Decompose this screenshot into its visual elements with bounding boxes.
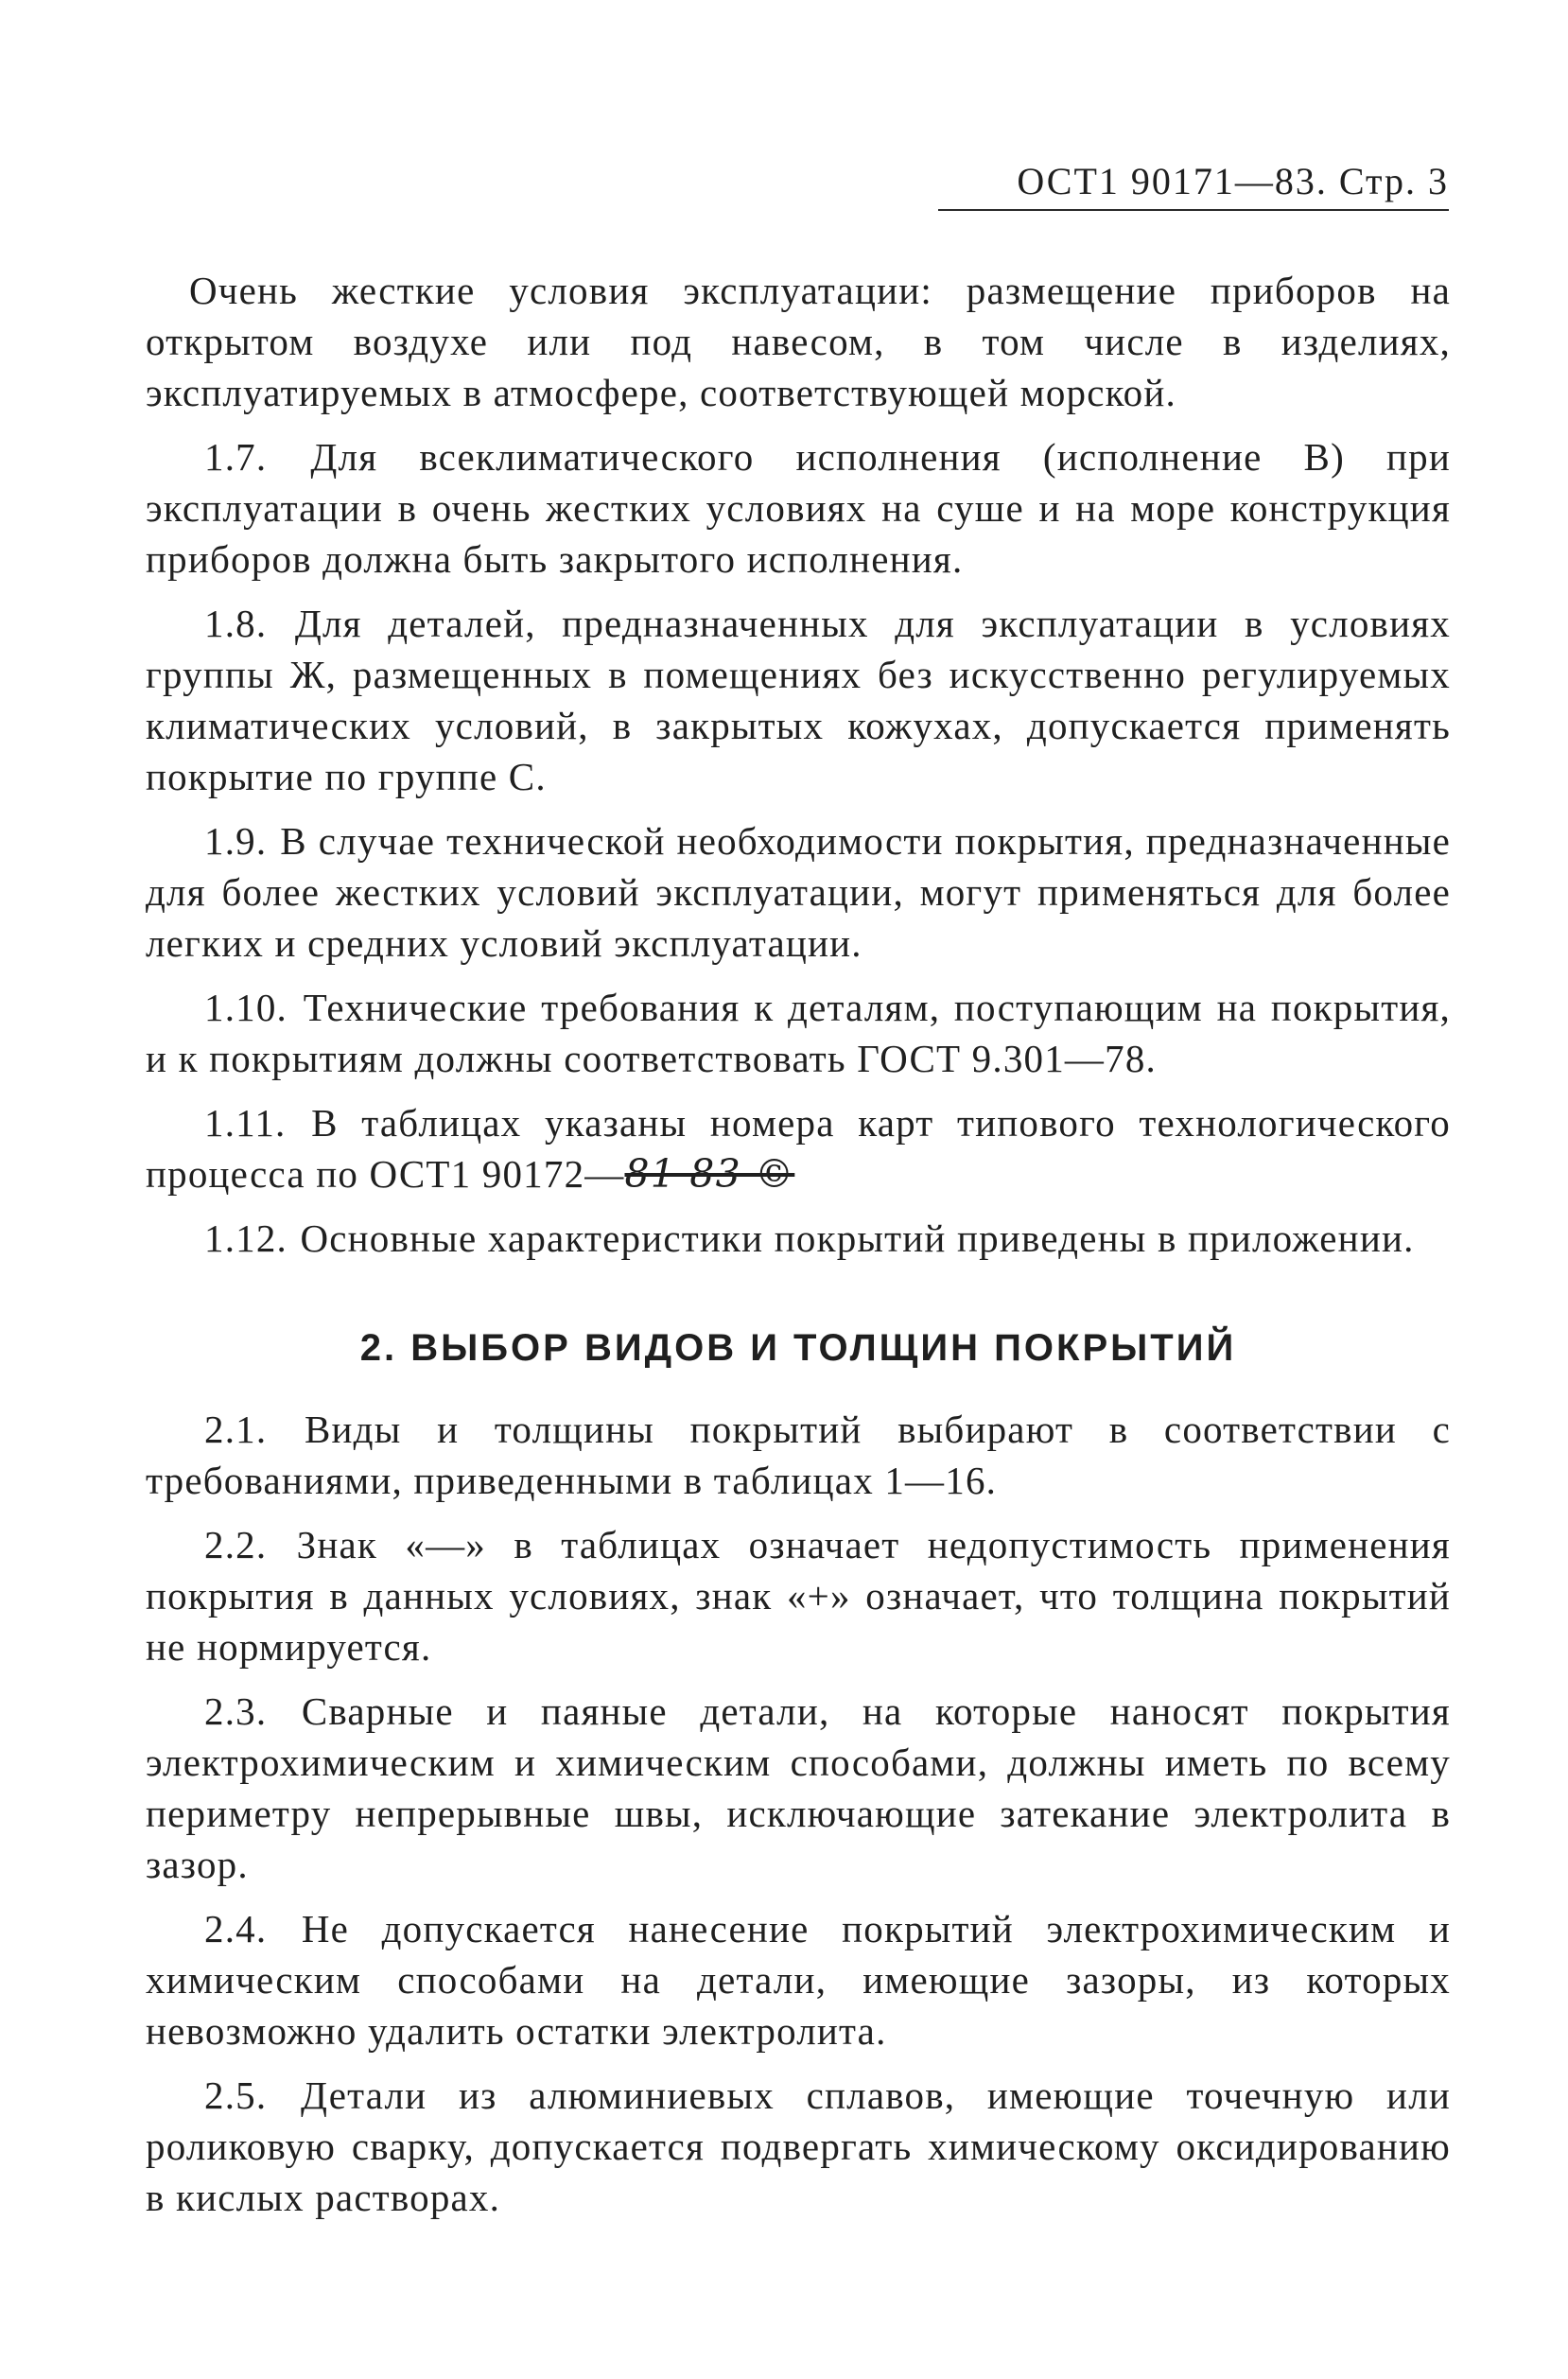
document-body [146, 265, 1451, 2236]
paragraph-2-4 [146, 1903, 1451, 2056]
paragraph-number: 2.1. [204, 1408, 268, 1451]
paragraph-1-11 [146, 1097, 1451, 1199]
paragraph-number: 1.10. [204, 986, 287, 1029]
paragraph-1-8 [146, 598, 1451, 802]
intro-paragraph: Очень жесткие условия эксплуатации: размещение приборов на открытом воздухе или под навесом, в том числе в изделиях, эксплуатируемых в атмосфере, соответствующей морской. [146, 269, 1451, 414]
paragraph-text: В случае технической необходимости покрытия, предназначенные для более жестких условий эксплуатации, могут применяться для более легких и средних условий эксплуатации. [146, 819, 1451, 965]
paragraph-2-5 [146, 2070, 1451, 2223]
paragraph-text: Основные характеристики покрытий приведены в приложении. [300, 1216, 1415, 1260]
paragraph-2-3 [146, 1686, 1451, 1890]
paragraph-1-7 [146, 431, 1451, 585]
paragraph-number: 2.5. [204, 2073, 268, 2117]
paragraph-number: 1.11. [204, 1101, 287, 1145]
paragraph-2-2 [146, 1519, 1451, 1672]
paragraph-number: 2.2. [204, 1523, 268, 1566]
paragraph-1-10 [146, 982, 1451, 1084]
paragraph-text: Технические требования к деталям, поступающим на покрытия, и к покрытиям должны соответствовать ГОСТ 9.301—78. [146, 986, 1451, 1080]
paragraph-text: Знак «—» в таблицах означает недопустимость применения покрытия в данных условиях, знак «+» означает, что толщина покрытий не нормируется. [146, 1523, 1451, 1669]
section-title: 2. ВЫБОР ВИДОВ И ТОЛЩИН ПОКРЫТИЙ [359, 1327, 1237, 1369]
paragraph-text: Детали из алюминиевых сплавов, имеющие точечную или роликовую сварку, допускается подвергать химическому оксидированию в кислых растворах. [146, 2073, 1452, 2219]
paragraph-number: 1.12. [204, 1216, 287, 1260]
paragraph-number: 1.8. [204, 602, 268, 645]
paragraph-number: 1.9. [204, 819, 268, 863]
paragraph-number: 1.7. [204, 435, 268, 479]
paragraph-2-1 [146, 1404, 1451, 1506]
page-header: ОСТ1 90171—83. Стр. 3 [938, 159, 1449, 211]
handwritten-correction: 81 83 © [624, 1151, 795, 1197]
paragraph-text: Для всеклиматического исполнения (исполнение В) при эксплуатации в очень жестких условиях на суше и на море конструкция приборов должна быть закрытого исполнения. [146, 435, 1452, 581]
paragraph-text: Виды и толщины покрытий выбирают в соответствии с требованиями, приведенными в таблицах 1—16. [146, 1408, 1452, 1502]
paragraph-number: 2.4. [204, 1907, 268, 1950]
paragraph-text: Сварные и паяные детали, на которые наносят покрытия электрохимическим и химическим способами, должны иметь по всему периметру непрерывные швы, исключающие затекание электролита в зазор. [146, 1689, 1451, 1886]
paragraph-1-9 [146, 815, 1451, 969]
paragraph-text: Для деталей, предназначенных для эксплуатации в условиях группы Ж, размещенных в помещениях без искусственно регулируемых климатических условий, в закрытых кожухах, допускается применять покрытие по группе С. [146, 602, 1451, 798]
paragraph-1-12 [146, 1213, 1451, 1264]
paragraph-text: В таблицах указаны номера карт типового технологического процесса по ОСТ1 90172— [146, 1101, 1451, 1196]
paragraph-text: Не допускается нанесение покрытий электрохимическим и химическим способами на детали, имеющие зазоры, из которых невозможно удалить остатки электролита. [146, 1907, 1451, 2053]
paragraph-number: 2.3. [204, 1689, 268, 1733]
